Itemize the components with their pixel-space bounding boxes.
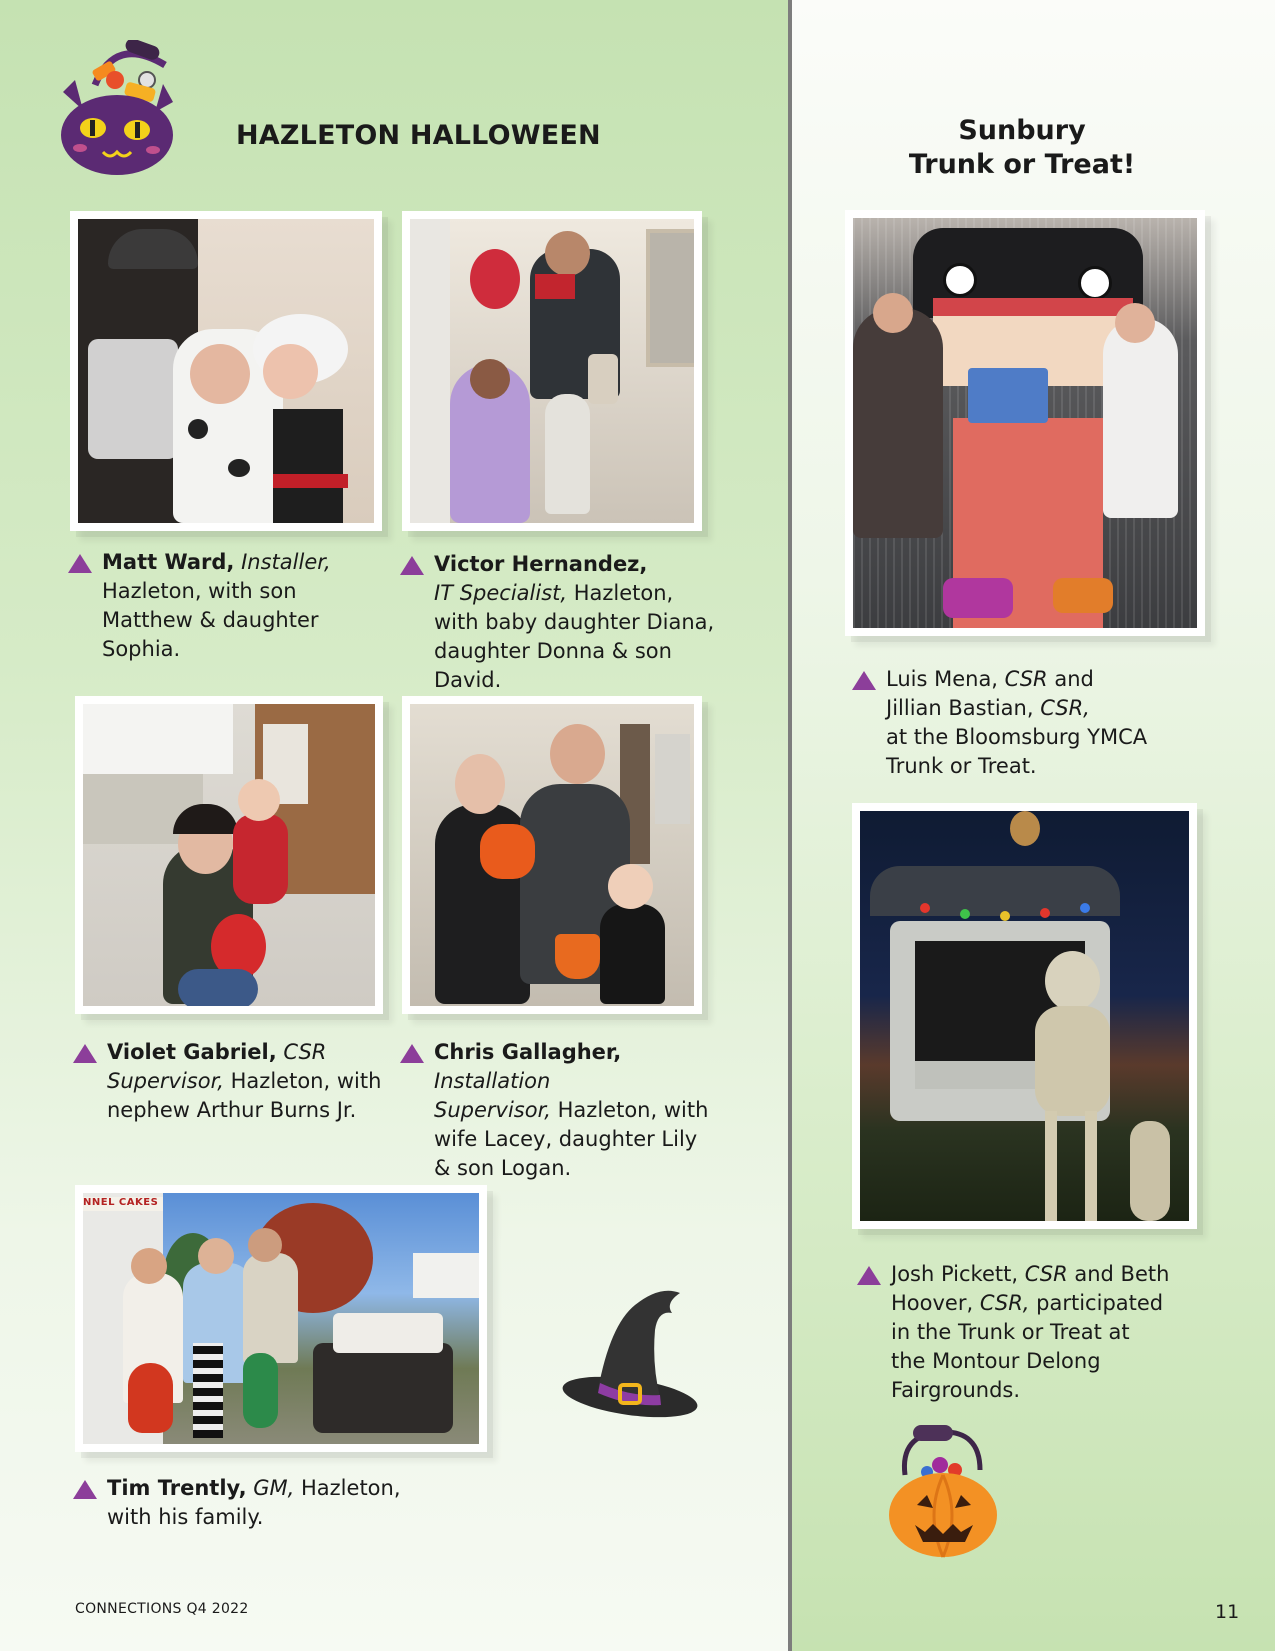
photo-chris-gallagher xyxy=(402,696,702,1014)
caption-tim-line2: with his family. xyxy=(107,1505,264,1529)
caption-chris-name: Chris Gallagher, xyxy=(434,1040,622,1064)
caption-bullet-triangle xyxy=(400,556,424,575)
hazleton-halloween-title: HAZLETON HALLOWEEN xyxy=(236,120,601,151)
photo-tim-trently xyxy=(75,1185,487,1452)
caption-josh-pickett xyxy=(857,1260,1187,1410)
caption-bullet-triangle xyxy=(73,1044,97,1063)
caption-matt-line4: Sophia. xyxy=(102,637,181,661)
caption-tim-trently xyxy=(73,1474,403,1534)
caption-chris-line3: wife Lacey, daughter Lily xyxy=(434,1127,698,1151)
caption-luis-line4: Trunk or Treat. xyxy=(886,754,1037,778)
caption-josh-role2: CSR, xyxy=(979,1291,1030,1315)
caption-chris-line4: & son Logan. xyxy=(434,1156,572,1180)
page-number: 11 xyxy=(1215,1601,1240,1623)
caption-bullet-triangle xyxy=(852,671,876,690)
publication-footer: CONNECTIONS Q4 2022 xyxy=(75,1601,249,1617)
cat-candy-bucket-icon xyxy=(55,40,185,175)
caption-chris-role2-rest: Hazleton, with xyxy=(550,1098,709,1122)
caption-luis-line3: at the Bloomsburg YMCA xyxy=(886,725,1148,749)
caption-luis-role1: CSR xyxy=(1004,667,1048,691)
caption-josh-line4: the Montour Delong xyxy=(891,1349,1101,1373)
photo-luis-mena xyxy=(845,210,1205,636)
pumpkin-candy-bucket-icon xyxy=(885,1420,1005,1560)
caption-bullet-triangle xyxy=(73,1480,97,1499)
caption-bullet-triangle xyxy=(857,1266,881,1285)
caption-victor-line3: with baby daughter Diana, xyxy=(434,610,715,634)
caption-tim-role-rest: Hazleton, xyxy=(294,1476,401,1500)
caption-luis-p3: Jillian Bastian, xyxy=(886,696,1041,720)
title-right-line2: Trunk or Treat! xyxy=(908,149,1136,180)
caption-matt-name: Matt Ward, xyxy=(102,550,235,574)
caption-violet-role1: CSR xyxy=(283,1040,327,1064)
caption-victor-line4: daughter Donna & son David. xyxy=(434,639,672,692)
caption-violet-role2-rest: Hazleton, with xyxy=(223,1069,382,1093)
caption-matt-line3: Matthew & daughter xyxy=(102,608,319,632)
caption-bullet-triangle xyxy=(68,554,92,573)
witch-hat-icon xyxy=(560,1285,710,1435)
caption-josh-line5: Fairgrounds. xyxy=(891,1378,1021,1402)
caption-violet-gabriel xyxy=(73,1038,393,1128)
caption-victor-name: Victor Hernandez, xyxy=(434,552,648,576)
caption-violet-name: Violet Gabriel, xyxy=(107,1040,277,1064)
caption-tim-role: GM, xyxy=(253,1476,295,1500)
caption-josh-role1: CSR xyxy=(1024,1262,1068,1286)
caption-violet-role2: Supervisor, xyxy=(107,1069,224,1093)
caption-josh-p3: Hoover, xyxy=(891,1291,980,1315)
caption-victor-role-rest: Hazleton, xyxy=(567,581,674,605)
caption-josh-line3: in the Trunk or Treat at xyxy=(891,1320,1130,1344)
sunbury-trunk-or-treat-title xyxy=(862,114,1182,182)
caption-luis-p2: and xyxy=(1047,667,1094,691)
caption-josh-p1: Josh Pickett, xyxy=(891,1262,1025,1286)
caption-victor-role: IT Specialist, xyxy=(434,581,568,605)
caption-tim-name: Tim Trently, xyxy=(107,1476,247,1500)
caption-chris-role1: Installation xyxy=(434,1069,551,1093)
caption-matt-ward xyxy=(68,548,368,668)
caption-luis-role2: CSR, xyxy=(1040,696,1090,720)
title-right-line1: Sunbury xyxy=(958,115,1086,146)
caption-matt-role: Installer, xyxy=(241,550,331,574)
caption-josh-p2: and Beth xyxy=(1067,1262,1170,1286)
caption-luis-p1: Luis Mena, xyxy=(886,667,1005,691)
photo-victor-hernandez xyxy=(402,211,702,531)
caption-bullet-triangle xyxy=(400,1044,424,1063)
caption-matt-line2: Hazleton, with son xyxy=(102,579,297,603)
caption-violet-line3: nephew Arthur Burns Jr. xyxy=(107,1098,357,1122)
photo-matt-ward xyxy=(70,211,382,531)
caption-chris-role2: Supervisor, xyxy=(434,1098,551,1122)
photo-josh-pickett xyxy=(852,803,1197,1229)
funnel-cakes-sign: NNEL CAKES xyxy=(83,1197,163,1211)
caption-victor-hernandez xyxy=(400,550,740,692)
caption-luis-mena xyxy=(852,665,1182,785)
caption-josh-p4: participated xyxy=(1029,1291,1164,1315)
photo-violet-gabriel xyxy=(75,696,383,1014)
caption-chris-gallagher xyxy=(400,1038,730,1180)
